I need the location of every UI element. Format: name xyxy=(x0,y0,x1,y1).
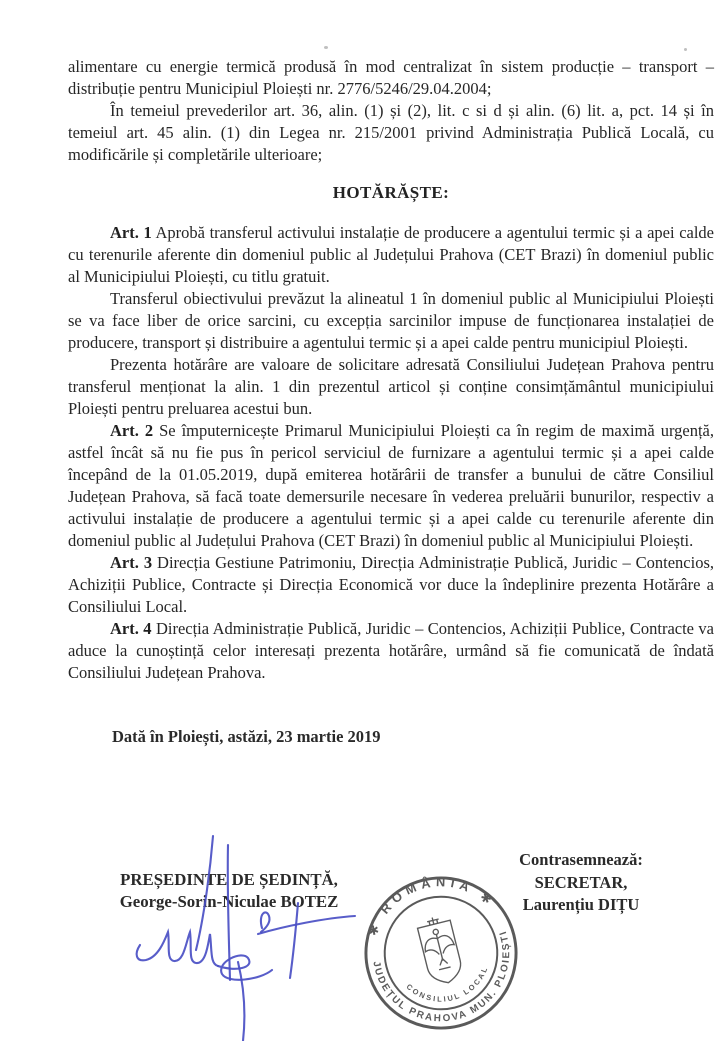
president-title: PREȘEDINTE DE ȘEDINȚĂ, xyxy=(120,870,338,889)
stamp-council-text: CONSILIUL LOCAL xyxy=(404,964,490,1004)
paragraph: Prezenta hotărâre are valoare de solicitare adresată Consiliului Județean Prahova pentru transferul menționat la alin. 1 din prezentul articol și conține consimțământul municipiului Ploiești pentru preluarea acestui bun. xyxy=(68,355,714,418)
paragraph: Transferul obiectivului prevăzut la alineatul 1 în domeniul public al Municipiului Ploiești se va face liber de orice sarcini, cu excepția sarcinilor impuse de funcționarea instalației de producere, transport și distribuire a agentului termic și a apei calde pentru municipiul Ploiești. xyxy=(68,289,714,352)
president-signature-ink xyxy=(120,822,370,1041)
stamp-ring-text: JUDEȚUL PRAHOVA MUN. PLOIEȘTI xyxy=(370,928,513,1025)
countersign-label: Contrasemnează: xyxy=(519,850,643,869)
document-body xyxy=(68,56,714,748)
article-label: Art. 2 xyxy=(110,421,154,440)
decision-heading: HOTĂRĂȘTE: xyxy=(332,183,450,202)
secretary-signature-block xyxy=(498,849,664,917)
secretary-title: SECRETAR, xyxy=(534,872,628,892)
article-paragraph: Art. 3 Direcția Gestiune Patrimoniu, Direcția Administrație Publică, Juridic – Contencios, Achiziții Publice, Contracte și Direcția Economică vor duce la îndeplinire prezenta Hotărâre a Consiliului Local. xyxy=(68,553,715,616)
article-label: Art. 4 xyxy=(110,619,152,638)
article-paragraphs xyxy=(68,222,714,684)
article-paragraph: Art. 2 Se împuternicește Primarul Municipiului Ploiești ca în regim de maximă urgență, astfel încât să nu fie pus în pericol serviciul de furnizare a agentului termic și a apei calde începând de la 01.05.2019, după emiterea hotărârii de transfer a bunului de către Consiliul Județean Prahova, să facă toate demersurile necesare în vederea preluării bunurilor, respectiv a activului instalație de producere a agentului termic și a apei calde cu terenurile aferente din domeniul public al Județului Prahova (CET Brazi) în domeniul public al Municipiului Ploiești. xyxy=(68,421,715,550)
article-paragraph: Art. 1 Aprobă transferul activului instalație de producere a agentului termic și a apei calde cu terenurile aferente din domeniul public al Județului Prahova (CET Brazi) în domeniul public al Municipiului Ploiești, cu titlu gratuit. xyxy=(68,223,715,286)
date-line: Dată în Ploiești, astăzi, 23 martie 2019 xyxy=(112,727,381,746)
stamp-country-text: ✱ ROMÂNIA ✱ xyxy=(364,874,499,938)
president-name: George-Sorin-Niculae BOTEZ xyxy=(119,892,339,911)
paragraph: În temeiul prevederilor art. 36, alin. (1) și (2), lit. c si d și alin. (6) lit. a, pct. 14 și în temeiul art. 45 alin. (1) din Legea nr. 215/2001 privind Administrația Publică Locală, cu modificările și completările ulterioare; xyxy=(68,101,714,164)
coat-of-arms-icon xyxy=(416,913,465,986)
intro-paragraphs xyxy=(68,56,714,166)
scan-speck xyxy=(324,46,328,49)
paragraph: alimentare cu energie termică produsă în mod centralizat în sistem producție – transport – distribuție pentru Municipiul Ploiești nr. 2776/5246/29.04.2004; xyxy=(68,57,714,98)
article-label: Art. 1 xyxy=(110,223,152,242)
secretary-name: Laurențiu DIȚU xyxy=(522,895,640,914)
article-label: Art. 3 xyxy=(110,553,153,572)
scan-speck xyxy=(684,48,687,51)
article-paragraph: Art. 4 Direcția Administrație Publică, Juridic – Contencios, Achiziții Publice, Contracte va aduce la cunoștință celor interesați prezenta hotărâre, urmând să fie comunicată de îndată Consiliului Județean Prahova. xyxy=(68,619,714,682)
